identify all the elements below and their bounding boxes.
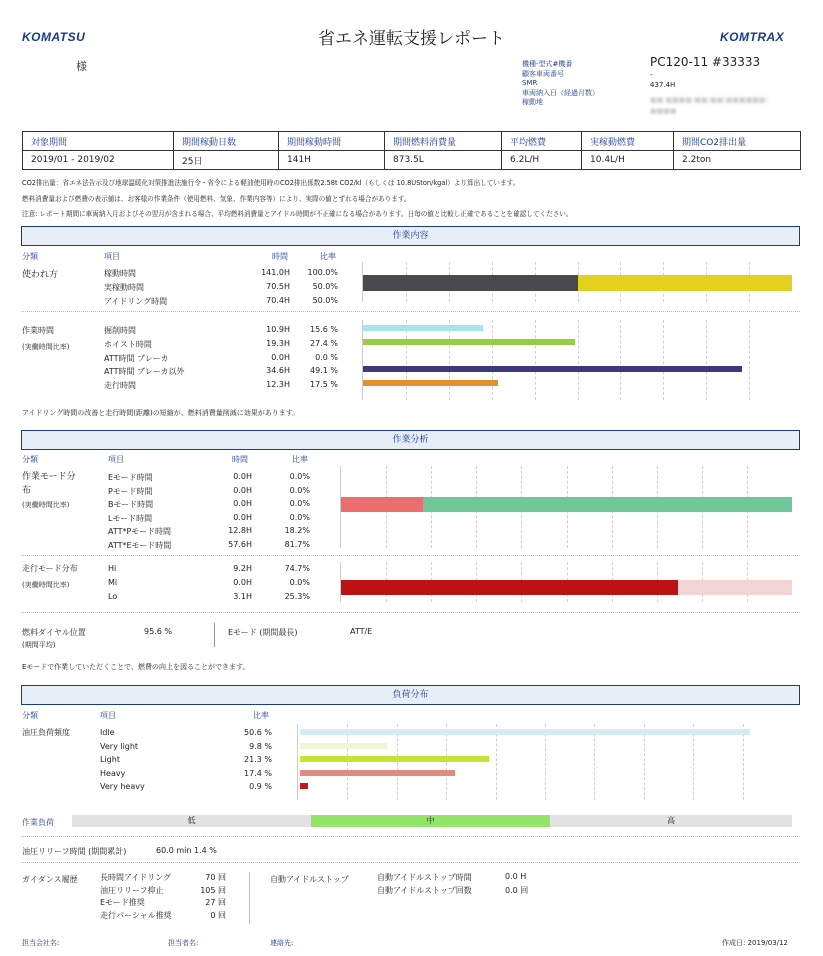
load-ratio: 21.3 % <box>244 755 272 765</box>
dial-label: 燃料ダイヤル位置 <box>22 628 86 637</box>
dial-sub: (期間平均) <box>22 641 56 649</box>
usage-item: アイドリング時間 <box>104 297 168 306</box>
gridline <box>644 724 645 800</box>
mode-item: ATT*Eモード時間 <box>108 541 172 550</box>
load-ratio: 17.4 % <box>244 768 272 778</box>
customer-number: - <box>650 71 653 79</box>
summary-value-cell: 2.2ton <box>674 151 801 170</box>
gridline <box>545 724 546 800</box>
summary-value-cell: 6.2L/H <box>502 151 582 170</box>
mode-ratio: 0.0% <box>289 472 310 481</box>
delivery-date-redacted: ■■ ■■■■/■■/■■(■■■■■■) <box>650 96 769 104</box>
usage-time: 141.0H <box>261 268 290 277</box>
guidance-label: ガイダンス履歴 <box>22 875 78 884</box>
load-item: Heavy <box>100 768 126 778</box>
model-number: PC120-11 #33333 <box>650 55 761 69</box>
footer-created-date: 作成日: 2019/03/12 <box>722 939 788 947</box>
gridline <box>743 724 744 800</box>
summary-value-cell: 873.5L <box>385 151 502 170</box>
summary-header-cell: 期間燃料消費量 <box>385 132 502 151</box>
komatsu-logo: KOMATSU <box>22 30 86 44</box>
worktime-bar <box>363 380 498 386</box>
load-bar <box>300 743 387 749</box>
summary-header-cell: 平均燃費 <box>502 132 582 151</box>
dial-divider <box>214 623 215 647</box>
usage-label: 使われ方 <box>22 270 59 280</box>
travel-item: Lo <box>108 591 118 601</box>
gridline <box>620 320 621 400</box>
guidance-count: 27 回 <box>205 898 226 907</box>
col-time: 時間 <box>272 252 288 261</box>
guidance-divider <box>249 872 250 924</box>
note-co2: CO2排出量：省エネ法告示及び地球温暖化対策推進法施行令・省令による軽油使用時のCO2排出係数2.58t CO2/kl（もしくは 10.8USton/kgal）より算出しています。 <box>22 179 520 187</box>
stacked-bar-att-e <box>423 497 791 512</box>
relief-value: 60.0 min 1.4 % <box>156 846 217 855</box>
guidance-item: 油圧リリーフ抑止 <box>100 885 164 895</box>
mode-time: 0.0H <box>233 499 252 509</box>
guidance-item: 長時間アイドリング <box>100 873 172 882</box>
load-item: Very light <box>100 741 139 751</box>
load-level-mid: 中 <box>311 815 550 827</box>
gridline <box>535 320 536 400</box>
mode-ratio: 81.7% <box>284 540 310 549</box>
gridline <box>706 320 707 400</box>
worktime-ratio: 17.5 % <box>310 380 338 390</box>
summary-header-row <box>23 132 801 151</box>
travel-item: Hi <box>108 564 117 573</box>
load-ratio: 0.9 % <box>249 782 272 792</box>
gridline <box>663 320 664 400</box>
gridline <box>594 724 595 800</box>
gridline <box>578 320 579 400</box>
load-ratio: 50.6 % <box>244 728 272 737</box>
summary-value-row <box>23 151 801 170</box>
mode-item: Eモード時間 <box>108 473 153 482</box>
load-item: Light <box>100 755 120 765</box>
usage-chart <box>362 262 792 302</box>
load-level-high: 高 <box>667 816 675 825</box>
section-analysis-header: 作業分析 <box>21 430 800 450</box>
travel-ratio: 74.7% <box>284 564 310 573</box>
usage-ratio: 50.0% <box>312 296 338 305</box>
worktime-time: 19.3H <box>266 338 290 348</box>
mode-chart <box>340 466 792 548</box>
worktime-item: ATT時間 ブレーカ以外 <box>104 367 185 377</box>
machine-labels: 機種-型式#機番 顧客車両番号 SMR 車両納入日（経過月数） 稼動地 <box>522 60 599 106</box>
usage-item: 稼動時間 <box>104 269 136 278</box>
worktime-bar <box>363 325 483 331</box>
summary-header-cell: 期間CO2排出量 <box>674 132 801 151</box>
mode-item: Bモード時間 <box>108 500 154 510</box>
worktime-time: 10.9H <box>266 325 290 334</box>
worktime-time: 12.3H <box>266 380 290 390</box>
gridline <box>496 724 497 800</box>
travel-label: 走行モード分布 <box>22 564 78 573</box>
auto-idle-item: 自動アイドルストップ時間 <box>377 873 472 882</box>
mode-time: 0.0H <box>233 485 252 495</box>
mode-ratio: 0.0% <box>289 512 310 522</box>
col-category: 分類 <box>22 252 38 261</box>
note-fuel: 燃料消費量および燃費の表示値は、お客様の作業条件（使用燃料、気象、作業内容等）により、実際の値とずれる場合があります。 <box>22 195 411 203</box>
travel-time: 0.0H <box>233 577 252 587</box>
work-load-label: 作業負荷 <box>22 818 54 827</box>
guidance-item: 走行パーシャル推奨 <box>100 910 172 920</box>
usage-time: 70.5H <box>266 282 290 291</box>
auto-idle-item: 自動アイドルストップ回数 <box>377 885 472 895</box>
footer-person: 担当者名: <box>168 939 199 947</box>
location-redacted: ■■■■ <box>650 107 677 115</box>
worktime-ratio: 15.6 % <box>310 325 338 334</box>
note-caution: 注意: レポート期間に車両納入月およびその翌月が含まれる場合、平均燃料消費量とアイドル時間が不正確になる場合があります。日毎の値と比較し正確であることを確認してください。 <box>22 210 573 218</box>
col-item: 項目 <box>104 252 120 261</box>
emode-label: Eモード (期間最長) <box>228 628 298 637</box>
worktime-bar <box>363 366 742 372</box>
stacked-bar-idle <box>578 275 793 291</box>
section-load-header: 負荷分布 <box>21 685 800 705</box>
worktime-label: 作業時間 <box>22 326 54 335</box>
worktime-chart <box>362 320 792 400</box>
auto-idle-value: 0.0 H <box>505 872 527 881</box>
travel-ratio: 0.0% <box>289 577 310 587</box>
gridline <box>449 320 450 400</box>
worktime-sub: (実働時間比率) <box>22 343 70 351</box>
mode-ratio: 0.0% <box>289 485 310 495</box>
col-category: 分類 <box>22 711 38 720</box>
worktime-time: 34.6H <box>266 366 290 376</box>
usage-ratio: 100.0% <box>307 268 338 277</box>
mode-ratio: 18.2% <box>284 526 310 536</box>
section-work-header: 作業内容 <box>21 226 800 246</box>
travel-sub: (実働時間比率) <box>22 581 70 589</box>
summary-value-cell: 2019/01 - 2019/02 <box>23 151 174 170</box>
stacked-bar-hi <box>341 580 678 595</box>
mode-item: ATT*Pモード時間 <box>108 527 171 537</box>
worktime-item: ATT時間 ブレーカ <box>104 353 169 363</box>
usage-item: 実稼動時間 <box>104 283 144 292</box>
summary-header-cell: 実稼動燃費 <box>582 132 674 151</box>
summary-header-cell: 対象期間 <box>23 132 174 151</box>
relief-label: 油圧リリーフ時間 (期間累計) <box>22 847 127 856</box>
gridline <box>749 320 750 400</box>
guidance-item: Eモード推奨 <box>100 898 145 907</box>
col-time: 時間 <box>232 455 248 464</box>
mode-item: Lモード時間 <box>108 513 153 523</box>
mode-label-1: 作業モード分 <box>22 472 76 482</box>
travel-time: 3.1H <box>233 591 252 601</box>
summary-header-cell: 期間稼動日数 <box>174 132 279 151</box>
customer-suffix: 様 <box>76 60 87 73</box>
guidance-count: 0 回 <box>210 910 226 920</box>
summary-value-cell: 10.4L/H <box>582 151 674 170</box>
col-ratio: 比率 <box>253 711 269 720</box>
freq-label: 油圧負荷頻度 <box>22 728 70 737</box>
gridline <box>406 320 407 400</box>
travel-item: Mi <box>108 577 118 587</box>
usage-ratio: 50.0% <box>312 282 338 291</box>
mode-ratio: 0.0% <box>289 499 310 509</box>
load-chart <box>297 724 792 800</box>
dial-value: 95.6 % <box>144 627 172 636</box>
report-title: 省エネ運転支援レポート <box>318 29 505 49</box>
load-ratio: 9.8 % <box>249 741 272 751</box>
gridline <box>693 724 694 800</box>
footer-company: 担当会社名: <box>22 939 60 947</box>
summary-value-cell: 141H <box>279 151 385 170</box>
auto-idle-value: 0.0 回 <box>505 885 529 895</box>
col-item: 項目 <box>100 711 116 720</box>
mode-sub: (実働時間比率) <box>22 501 70 509</box>
summary-table <box>22 131 801 170</box>
stacked-bar-lo <box>678 580 792 595</box>
worktime-item: ホイスト時間 <box>104 339 152 349</box>
work-note: アイドリング時間の改善と走行時間(距離)の短縮が、燃料消費量削減に効果があります。 <box>22 409 300 417</box>
col-ratio: 比率 <box>292 455 308 464</box>
worktime-bar <box>363 339 575 345</box>
load-item: Idle <box>100 728 115 737</box>
smr-value: 437.4H <box>650 81 676 89</box>
mode-time: 0.0H <box>233 512 252 522</box>
worktime-ratio: 0.0 % <box>315 352 338 362</box>
col-item: 項目 <box>108 455 124 464</box>
travel-ratio: 25.3% <box>284 591 310 601</box>
load-bar <box>300 783 308 789</box>
guidance-count: 105 回 <box>200 885 226 895</box>
stacked-bar-att-p <box>341 497 423 512</box>
gridline <box>492 320 493 400</box>
mode-time: 0.0H <box>233 472 252 481</box>
col-category: 分類 <box>22 455 38 464</box>
auto-idle-label: 自動アイドルストップ <box>270 875 349 884</box>
mode-label-2: 布 <box>22 486 32 496</box>
mode-item: Pモード時間 <box>108 486 153 496</box>
load-level-low: 低 <box>187 816 196 825</box>
load-bar <box>300 729 750 735</box>
guidance-count: 70 回 <box>205 873 226 882</box>
col-ratio: 比率 <box>320 252 336 261</box>
work-load-scale <box>72 815 792 827</box>
worktime-item: 掘削時間 <box>104 326 136 335</box>
load-bar <box>300 756 489 762</box>
komtrax-logo: KOMTRAX <box>720 30 785 44</box>
summary-value-cell: 25日 <box>174 151 279 170</box>
worktime-ratio: 27.4 % <box>310 338 338 348</box>
stacked-bar-actual <box>363 275 578 291</box>
summary-header-cell: 期間稼動時間 <box>279 132 385 151</box>
emode-value: ATT/E <box>350 627 373 636</box>
worktime-ratio: 49.1 % <box>310 366 338 376</box>
mode-time: 57.6H <box>228 540 252 549</box>
travel-chart <box>340 562 792 602</box>
travel-time: 9.2H <box>233 564 252 573</box>
mode-time: 12.8H <box>228 526 252 536</box>
footer-contact: 連絡先: <box>270 939 294 947</box>
load-bar <box>300 770 455 776</box>
worktime-item: 走行時間 <box>104 381 136 391</box>
load-item: Very heavy <box>100 782 145 792</box>
worktime-time: 0.0H <box>271 352 290 362</box>
usage-time: 70.4H <box>266 296 290 305</box>
analysis-note: Eモードで作業していただくことで、燃費の向上を図ることができます。 <box>22 663 250 671</box>
